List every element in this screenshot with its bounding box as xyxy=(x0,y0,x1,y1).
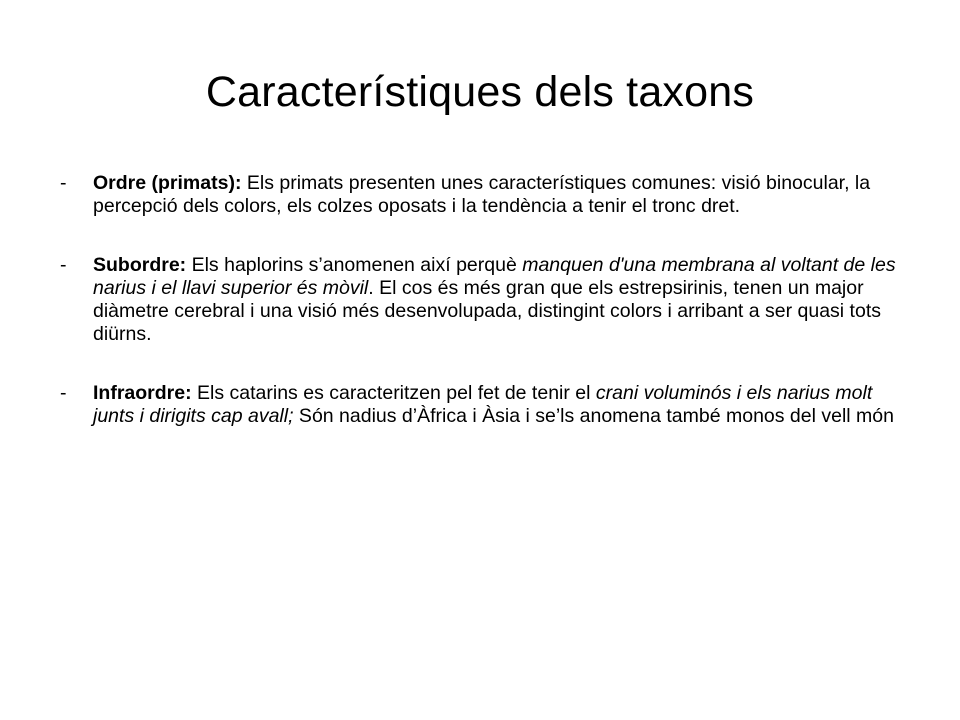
bullet-item-ordre xyxy=(60,172,910,218)
bullet-item-infraordre xyxy=(60,382,910,428)
bullet-italic-text: crani voluminós i els narius molt junts i dirigits cap avall; xyxy=(93,382,873,427)
bullet-marker: - xyxy=(60,254,67,276)
slide-title: Característiques dels taxons xyxy=(205,68,755,116)
bullet-list xyxy=(60,172,910,464)
bullet-italic-text: manquen d'una membrana al voltant de les narius i el llavi superior és mòvil xyxy=(93,254,896,299)
bullet-marker: - xyxy=(60,382,67,404)
bullet-text: Els primats presenten unes característiques comunes: visió binocular, la percepció dels colors, els colzes oposats i la tendència a tenir el tronc dret. xyxy=(93,172,871,217)
bullet-term: Ordre (primats): xyxy=(93,172,242,194)
bullet-marker: - xyxy=(60,172,67,194)
bullet-text-continued: . El cos és més gran que els estrepsirinis, tenen un major diàmetre cerebral i una visió més desenvolupada, distingint colors i arribant a ser quasi tots diürns. xyxy=(93,277,881,345)
bullet-text: Els haplorins s’anomenen així perquè xyxy=(186,254,523,276)
bullet-term: Infraordre: xyxy=(93,382,192,404)
bullet-item-subordre xyxy=(60,254,910,346)
bullet-text-continued: Són nadius d’Àfrica i Àsia i se’ls anomena també monos del vell món xyxy=(293,405,894,427)
bullet-text: Els catarins es caracteritzen pel fet de tenir el xyxy=(191,382,596,404)
bullet-term: Subordre: xyxy=(93,254,187,276)
